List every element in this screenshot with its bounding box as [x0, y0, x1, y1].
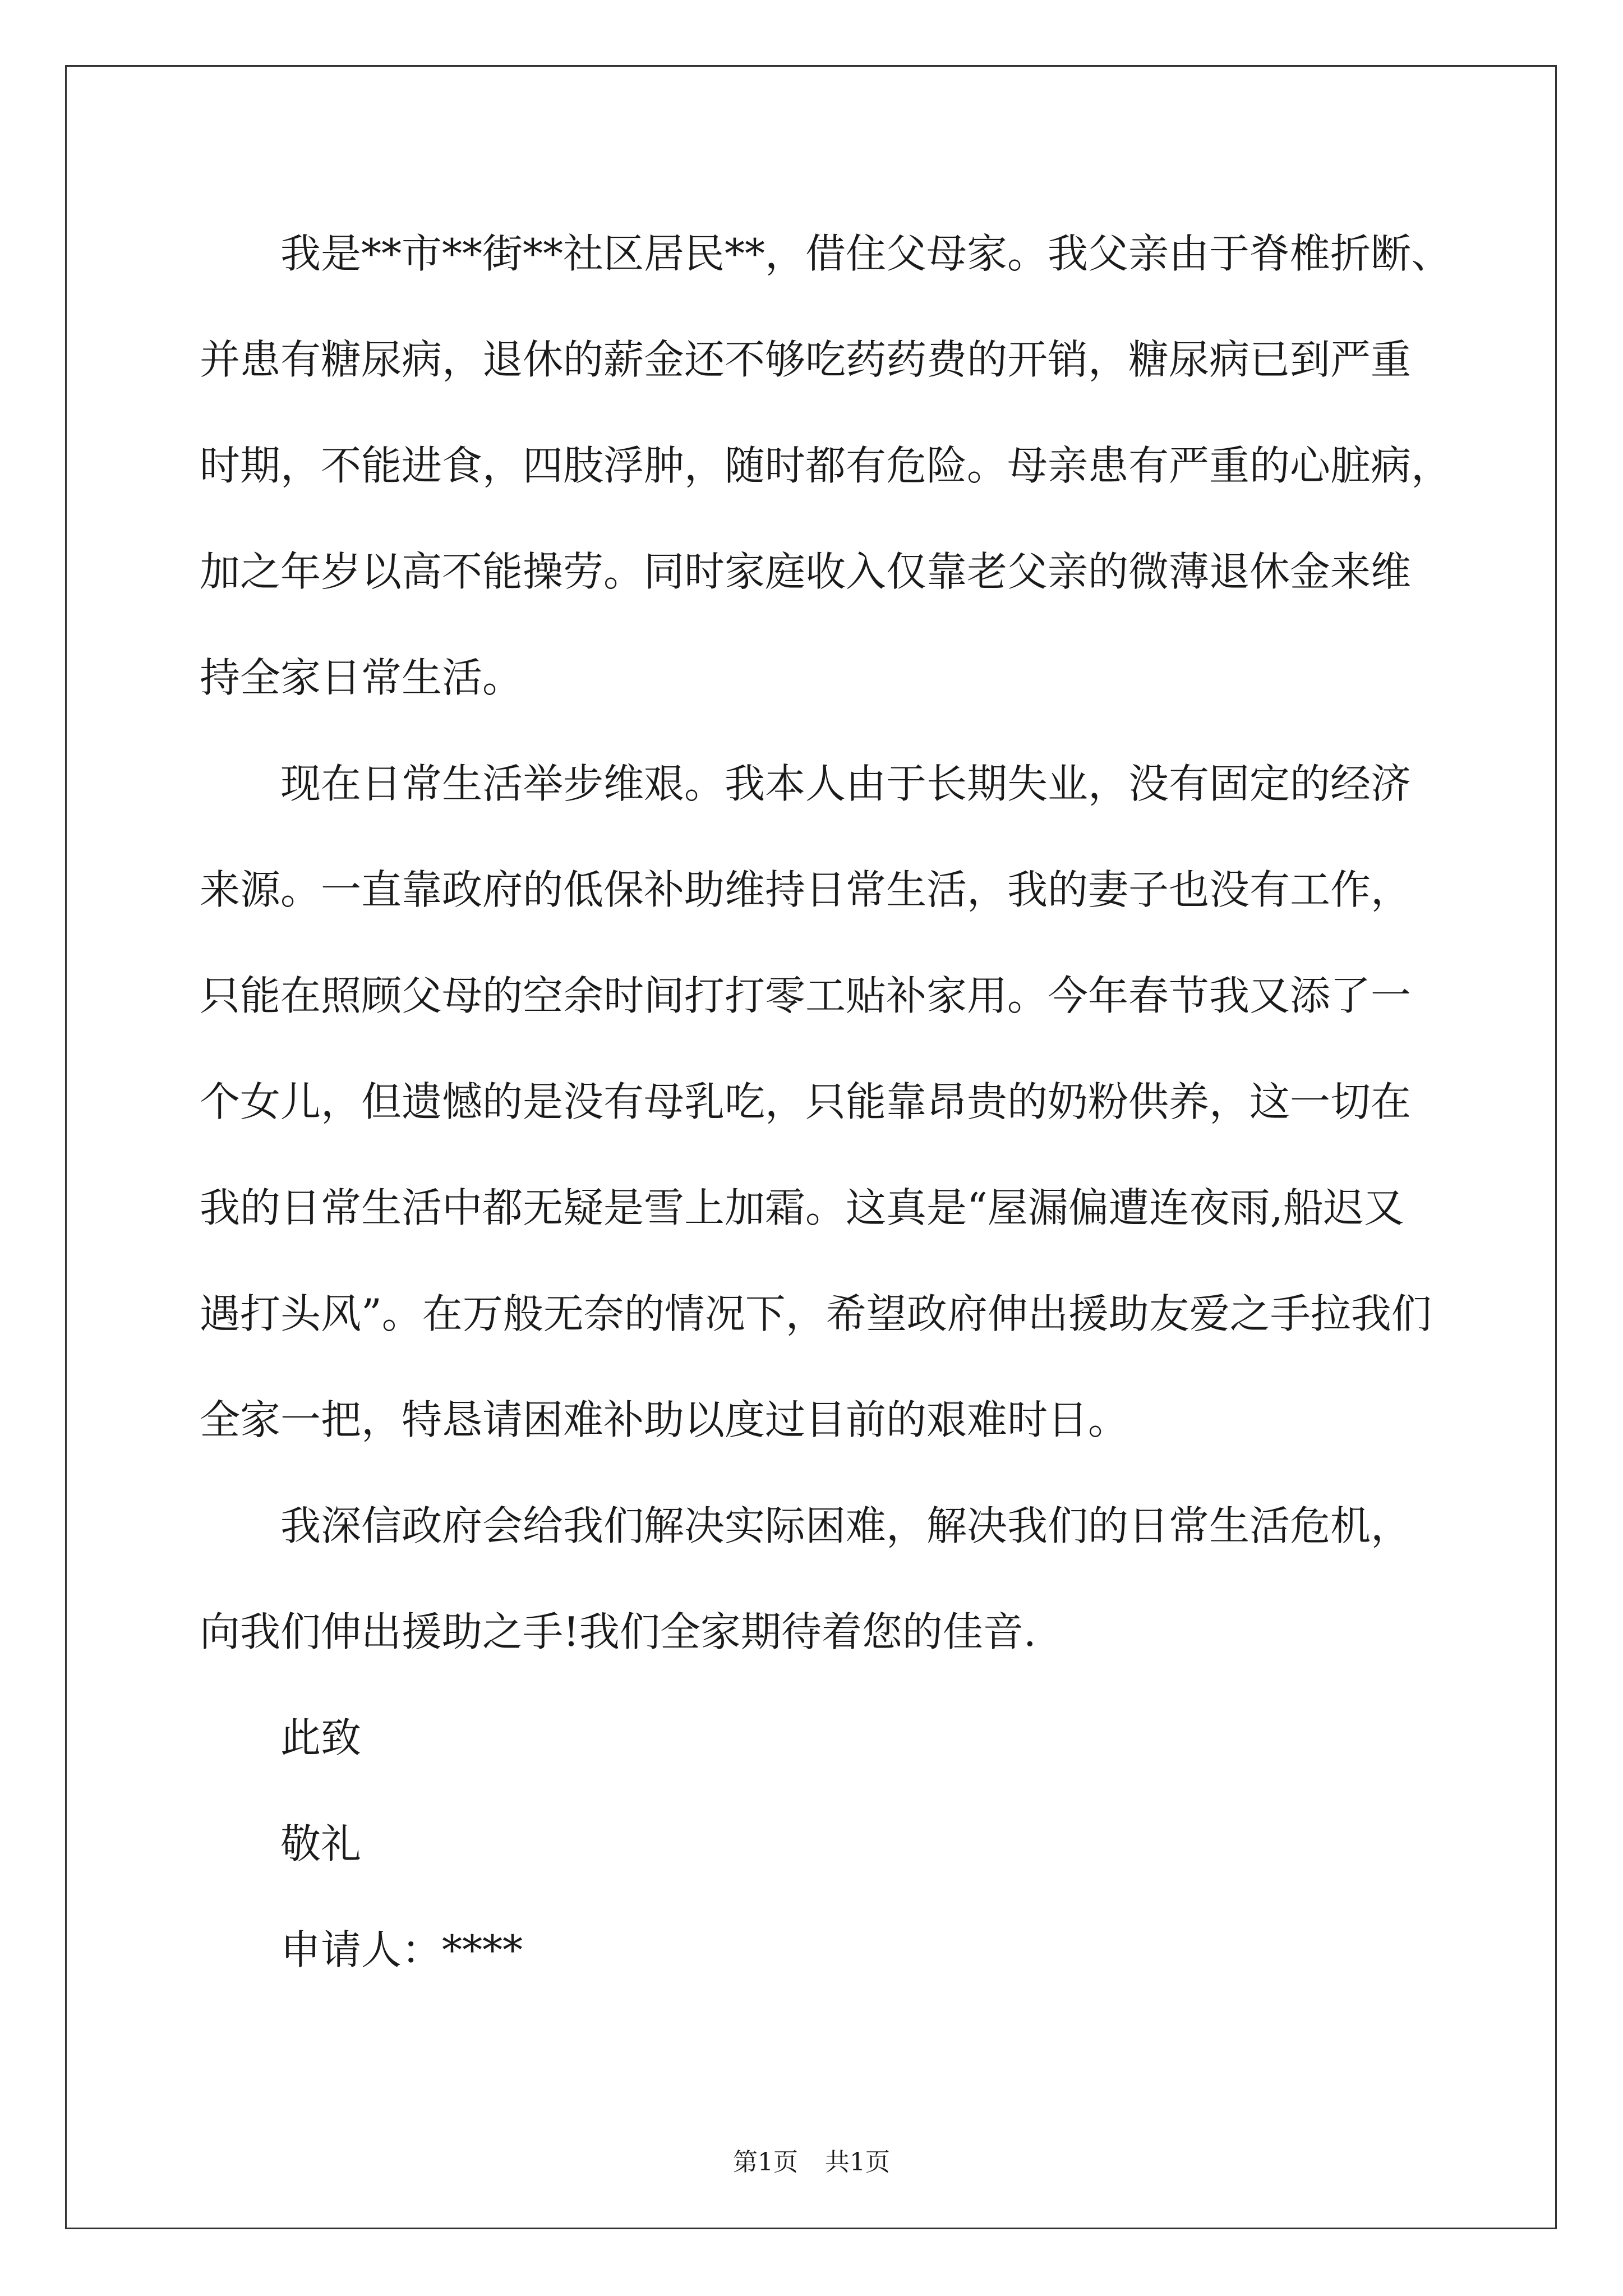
text-line: 我是**市**街**社区居民**，借住父母家。我父亲由于脊椎折断、: [280, 230, 1452, 277]
text-line: 只能在照顾父母的空余时间打打零工贴补家用。今年春节我又添了一: [200, 972, 1412, 1019]
text-line: 向我们伸出援助之手!我们全家期待着您的佳音.: [200, 1608, 1036, 1655]
paragraph-2: [200, 731, 1433, 1473]
text-line: 我的日常生活中都无疑是雪上加霜。这真是“屋漏偏遭连夜雨,船迟又: [200, 1184, 1404, 1231]
paragraph-1: [200, 201, 1452, 731]
text-line: 个女儿，但遗憾的是没有母乳吃，只能靠昂贵的奶粉供养，这一切在: [200, 1078, 1412, 1125]
text-line: 我深信政府会给我们解决实际困难，解决我们的日常生活危机，: [280, 1502, 1412, 1549]
page-number-total: 共1页: [825, 2148, 890, 2177]
closing-greeting-1: 此致: [280, 1714, 362, 1761]
applicant-signature: 申请人：****: [280, 1926, 523, 1973]
text-line: 现在日常生活举步维艰。我本人由于长期失业，没有固定的经济: [280, 760, 1412, 807]
text-line: 时期，不能进食，四肢浮肿，随时都有危险。母亲患有严重的心脏病，: [200, 442, 1452, 489]
text-line: 遇打头风”。在万般无奈的情况下，希望政府伸出援助友爱之手拉我们: [200, 1290, 1432, 1337]
closing-greeting-2: 敬礼: [280, 1820, 362, 1867]
text-line: 全家一把，特恳请困难补助以度过目前的艰难时日。: [200, 1396, 1129, 1443]
text-line: 加之年岁以高不能操劳。同时家庭收入仅靠老父亲的微薄退休金来维: [200, 548, 1412, 595]
letter-body: [200, 201, 1452, 2003]
page-number-current: 第1页: [733, 2148, 798, 2177]
text-line: 并患有糖尿病，退休的薪金还不够吃药药费的开销，糖尿病已到严重: [200, 336, 1412, 383]
text-line: 持全家日常生活。: [200, 654, 523, 701]
paragraph-3: [200, 1473, 1433, 1685]
text-line: 来源。一直靠政府的低保补助维持日常生活，我的妻子也没有工作，: [200, 866, 1412, 913]
page-footer: [0, 2142, 1623, 2178]
